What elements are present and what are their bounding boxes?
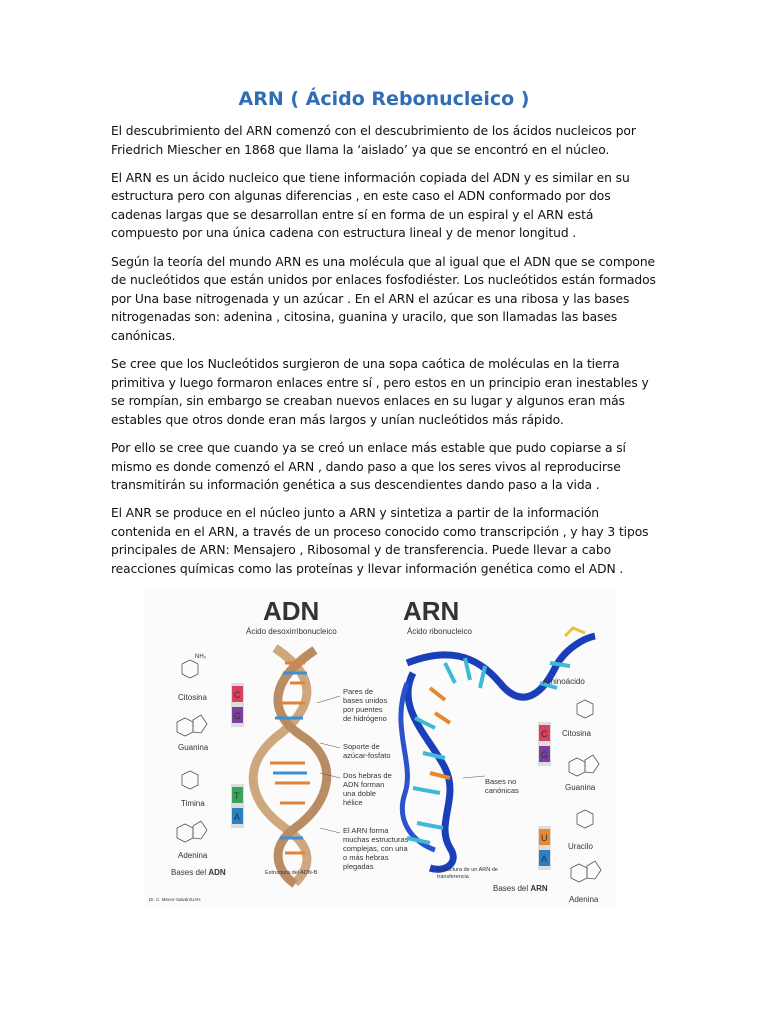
paragraph: Por ello se cree que cuando ya se creó un enlace más estable que pudo copiarse a sí mismo es donde comenzó el ARN , dando paso a que los seres vivos al reproducirse transmitirán su información genética a sus descendientes dando paso a la vida . [111,440,626,493]
uracilo-molecule-icon [577,810,593,828]
callout-line: por puentes [343,705,383,714]
left-base-label: Citosina [178,693,207,702]
arn-subtitle: Ácido ribonucleico [407,627,472,636]
paragraph: El ANR se produce en el núcleo junto a ARN y sintetiza a partir de la información contenida en el ARN, a través de un proceso conocido como transcripción , y hay 3 tipos principales de ARN: Mensajero , Ribosomal y de transferencia. Puede llevar a cabo reacciones químicas como las proteínas y llevar información genética como el ADN . [111,506,649,576]
adenina-molecule-icon [571,864,587,882]
callout-line-no-canonicas [463,776,485,778]
dna-helix [253,648,327,884]
paragraph: Se cree que los Nucleótidos surgieron de una sopa caótica de moléculas en la tierra primitiva y luego formaron enlaces entre sí , pero estos en un principio eran inestables y se rompían, sin embargo se creaban nuevos enlaces en su lugar y algunos eran más estables que otros donde eran más largos y unían nucleótidos más rápido. [111,357,649,427]
ua-pair-block [538,826,551,870]
caption-arn [437,867,498,880]
aminoacido-label: Aminoácido [543,677,585,686]
callout-line: canónicas [485,786,519,795]
pair-letter: A [541,854,548,864]
bases-arn-label [493,884,548,893]
nh2-label: NH₂ [195,654,206,660]
right-base-label: Uracilo [568,842,593,851]
callout-hebras [343,771,392,807]
callout-line: o más hebras [343,853,389,862]
right-base-label: Adenina [569,895,599,904]
cg-pair-block-left [231,683,244,727]
pair-letter: A [234,812,241,822]
callout-no-canonicas [485,777,519,795]
left-base-label: Guanina [178,743,209,752]
guanina-molecule-icon [569,758,585,776]
callout-line: Bases no [485,777,517,786]
bases-adn-bold: ADN [208,868,226,877]
callout-line: una doble [343,789,376,798]
paragraph: El ARN es un ácido nucleico que tiene información copiada del ADN y es similar en su estructura pero con algunas diferencias , en este caso el ADN conformado por dos cadenas largas que se desarrollan entre sí en forma de un espiral y el ARN está compuesto por una única cadena con estructura lineal y de menor longitud . [111,170,630,241]
document-title: ARN ( Ácido Rebonucleico ) [238,88,530,110]
callout-arn-forma [343,826,409,871]
left-base-label: Adenina [178,851,208,860]
figure-credit: Dr. C. Menor-Salván/UAH [149,897,201,902]
paragraph: El descubrimiento del ARN comenzó con el descubrimiento de los ácidos nucleicos por Friedrich Miescher en 1868 que llama la ‘aislado’ ya que se encontró en el núcleo. [111,124,636,157]
pair-letter: G [541,750,549,760]
adenina-ring-icon [193,821,207,839]
callout-line: bases unidos [343,696,388,705]
timina-molecule-icon [182,771,198,789]
bases-arn-bold: ARN [530,884,548,893]
citosina-molecule-icon [577,700,593,718]
callout-line: Dos hebras de [343,771,392,780]
pair-letter: C [541,729,548,739]
callout-line: muchas estructuras [343,835,409,844]
callout-line: complejas, con una [343,844,408,853]
callout-soporte [343,742,391,760]
callout-line: Pares de [343,687,374,696]
callout-line: El ARN forma [343,826,389,835]
callout-line: plegadas [343,862,374,871]
callout-line: ADN forman [343,780,385,789]
callout-line: hélice [343,798,363,807]
document-body [111,122,656,588]
bases-adn-prefix: Bases del [171,868,209,877]
cg-pair-block-right [538,722,551,766]
callout-line: azúcar-fosfato [343,751,391,760]
pair-letter: G [234,711,242,721]
bases-adn-label [171,868,226,877]
guanina-molecule-icon [177,718,193,736]
bases-arn-prefix: Bases del [493,884,531,893]
figure-svg [145,588,617,908]
rna-structure [401,628,595,869]
adn-title: ADN [263,596,320,626]
dna-rna-figure [145,588,617,908]
ta-pair-block [231,784,244,828]
caption-line: transferencia [437,874,469,880]
guanina-ring-icon [193,715,207,733]
left-base-label: Timina [181,799,205,808]
right-base-label: Guanina [565,783,596,792]
caption-adn: Estructura del ADN-B [265,870,318,876]
callout-line: de hidrógeno [343,714,387,723]
paragraph: Según la teoría del mundo ARN es una molécula que al igual que el ADN que se compone de nucleótidos que están unidos por enlaces fosfodiéster. Los nucleótidos están formados por Una base nitrogenada y un azúcar . En el ARN el azúcar es una ribosa y las bases nitrogenadas son: adenina , citosina, guanina y uracilo, que son llamadas las bases canónicas. [111,254,656,343]
callout-line: Soporte de [343,742,380,751]
adn-subtitle: Ácido desoxirribonucleico [246,627,337,636]
guanina-ring-icon [585,755,599,773]
right-base-label: Citosina [562,729,591,738]
caption-line: Estructura de un ARN de [437,867,498,873]
adenina-ring-icon [587,861,601,879]
pair-letter: U [541,833,548,843]
callout-pares [343,687,387,723]
citosina-molecule-icon [182,660,198,678]
pair-letter: C [234,690,241,700]
arn-title: ARN [403,596,460,626]
pair-letter: T [234,791,240,801]
adenina-molecule-icon [177,824,193,842]
